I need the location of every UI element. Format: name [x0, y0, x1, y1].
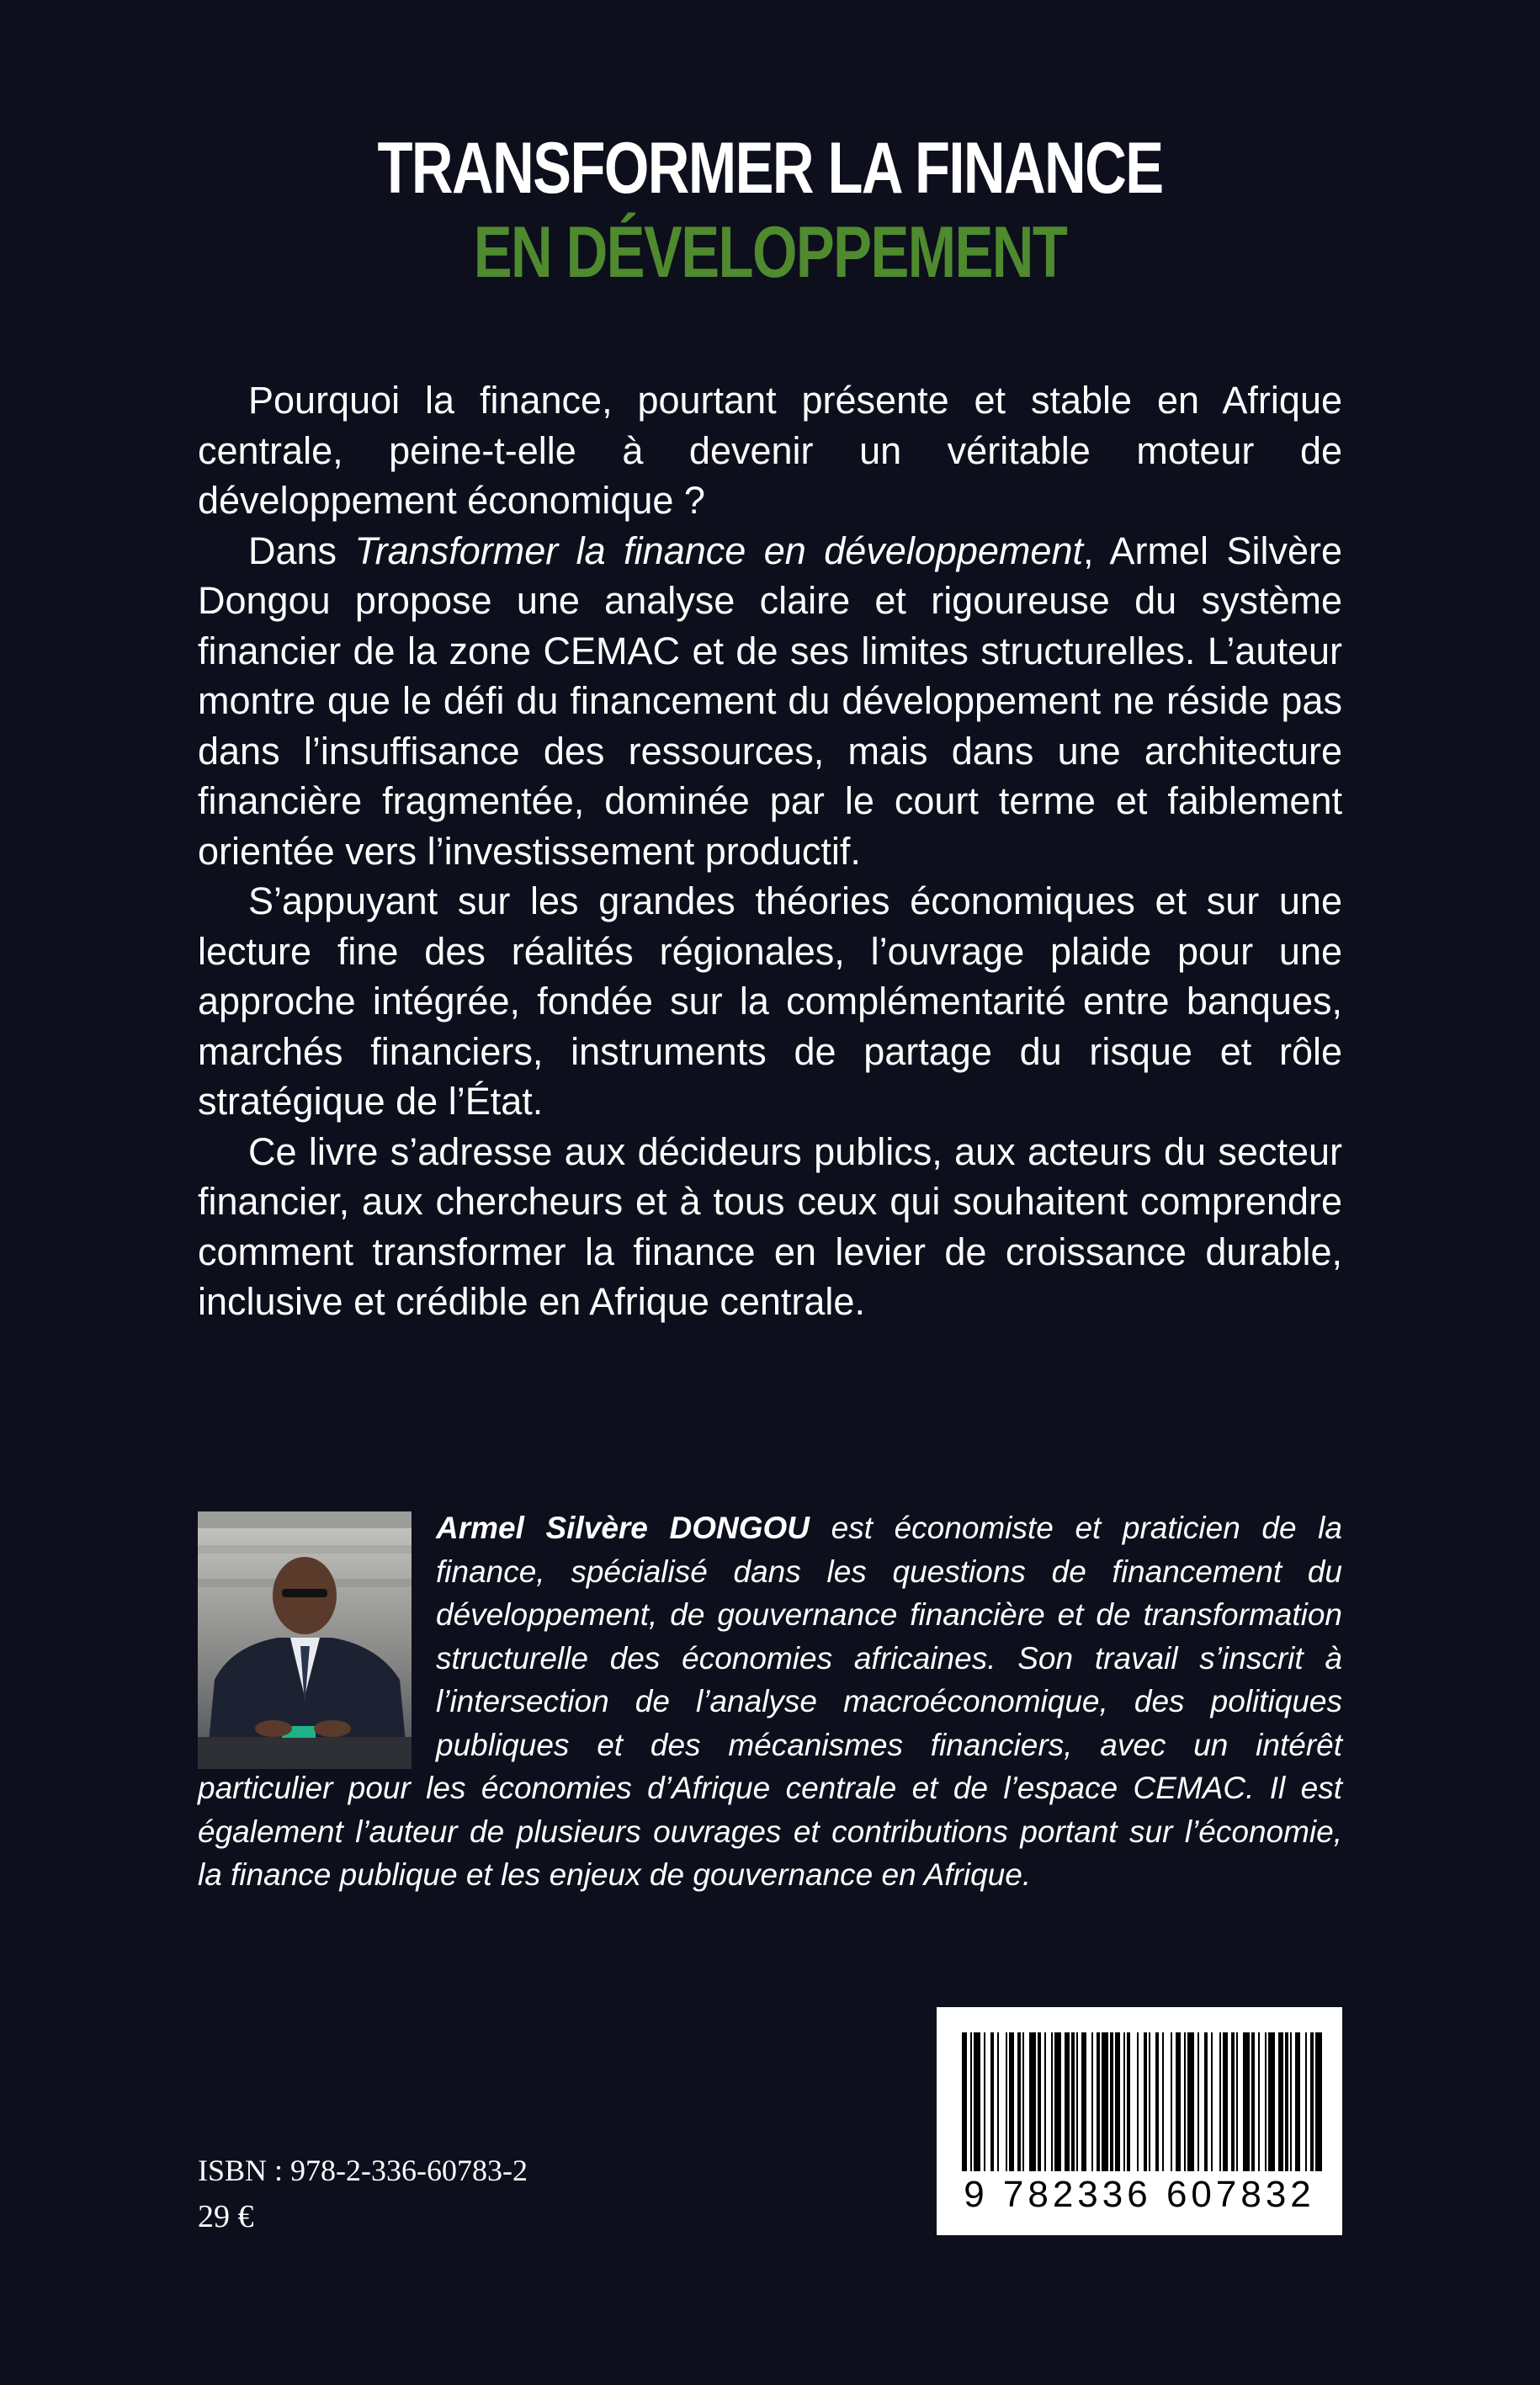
barcode-bar	[1268, 2032, 1275, 2171]
barcode-bar	[1295, 2032, 1300, 2171]
title-line-1: TRANSFORMER LA FINANCE	[377, 128, 1163, 209]
barcode-bar	[1065, 2032, 1070, 2171]
barcode-bar	[1265, 2032, 1267, 2171]
blurb-paragraph-2	[198, 526, 1342, 877]
barcode-bar	[1038, 2032, 1041, 2171]
barcode-bar	[962, 2032, 967, 2171]
barcode-bar	[1017, 2032, 1021, 2171]
title-line-2: EN DÉVELOPPEMENT	[473, 212, 1067, 293]
barcode-bar	[1176, 2032, 1181, 2171]
barcode-bar	[1278, 2032, 1283, 2171]
barcode	[937, 2007, 1342, 2235]
author-bio	[198, 1506, 1342, 1897]
blurb-paragraph-3: S’appuyant sur les grandes théories économiques et sur une lecture fine des réalités régionales, l’ouvrage plaide pour une approche intégrée, fondée sur la complémentarité entre banques, marchés financiers, instruments de partage du risque et rôle stratégique de l’État.	[198, 879, 1342, 1123]
barcode-bar	[1219, 2032, 1221, 2171]
barcode-bar	[1081, 2032, 1086, 2171]
barcode-bar	[974, 2032, 980, 2171]
barcode-bar	[1285, 2032, 1288, 2171]
barcode-bar	[1097, 2032, 1100, 2171]
barcode-bar	[1290, 2032, 1292, 2171]
photo-spacer	[198, 1506, 436, 1759]
barcode-bar	[1123, 2032, 1125, 2171]
barcode-bar	[1029, 2032, 1036, 2171]
isbn: ISBN : 978-2-336-60783-2	[198, 2154, 528, 2187]
barcode-bars	[937, 2007, 1342, 2175]
barcode-bar	[1076, 2032, 1078, 2171]
barcode-bar	[1127, 2032, 1130, 2171]
barcode-bar	[1115, 2032, 1120, 2171]
barcode-bar	[1110, 2032, 1113, 2171]
barcode-bar	[1137, 2032, 1139, 2171]
author-name: Armel Silvère DONGOU	[436, 1511, 810, 1545]
barcode-digits: 9 782336 607832	[964, 2174, 1315, 2215]
barcode-bar	[1187, 2032, 1194, 2171]
barcode-bar	[1231, 2032, 1235, 2171]
barcode-bar	[1162, 2032, 1164, 2171]
blurb-p2-rest: , Armel Silvère Dongou propose une analyse claire et rigoureuse du système financier de la zone CEMAC et de ses limites structurelles. L’auteur montre que le défi du financement du développement ne réside pas dans l’insuffisance des ressources, mais dans une architecture financière fragmentée, dominée par le court terme et faiblement orientée vers l’investissement productif.	[198, 529, 1342, 873]
blurb-paragraph-1: Pourquoi la finance, pourtant présente et stable en Afrique centrale, peine-t-elle à devenir un véritable moteur de développement économique ?	[198, 379, 1342, 522]
barcode-bar	[1054, 2032, 1061, 2171]
blurb	[198, 375, 1342, 1327]
barcode-bar	[1171, 2032, 1172, 2171]
barcode-bar	[1149, 2032, 1150, 2171]
barcode-bar	[1315, 2032, 1322, 2171]
barcode-bar	[1006, 2032, 1007, 2171]
barcode-bar	[1236, 2032, 1238, 2171]
barcode-bar	[1091, 2032, 1093, 2171]
price: 29 €	[198, 2199, 254, 2234]
blurb-paragraph-4: Ce livre s’adresse aux décideurs publics, aux acteurs du secteur financier, aux chercheurs et à tous ceux qui souhaitent comprendre comment transformer la finance en levier de croissance durable, inclusive et crédible en Afrique centrale.	[198, 1129, 1342, 1323]
barcode-bar	[1009, 2032, 1014, 2171]
barcode-bar	[1184, 2032, 1186, 2171]
barcode-bar	[1251, 2032, 1255, 2171]
barcode-bar	[1071, 2032, 1075, 2171]
barcode-bar	[1197, 2032, 1199, 2171]
blurb-p2-prefix: Dans	[248, 529, 355, 572]
barcode-bar	[984, 2032, 985, 2171]
barcode-bar	[1204, 2032, 1208, 2171]
barcode-bar	[1102, 2032, 1108, 2171]
barcode-bar	[1022, 2032, 1024, 2171]
barcode-bar	[1044, 2032, 1046, 2171]
barcode-bar	[1310, 2032, 1314, 2171]
barcode-bar	[1243, 2032, 1250, 2171]
barcode-bar	[990, 2032, 994, 2171]
barcode-bar	[1305, 2032, 1307, 2171]
author-bio-text: est économiste et praticien de la finance, spécialisé dans les questions de financement du développement, de gouvernance financière et de transformation structurelle des économies africaines. Son travail s’inscrit à l’intersection de l’analyse macroéconomique, des politiques publiques et des mécanismes financiers, avec un intérêt particulier pour les économies d’Afrique centrale et de l’espace CEMAC. Il est également l’auteur de plusieurs ouvrages et contributions portant sur l’économie, la finance publique et les enjeux de gouvernance en Afrique.	[198, 1511, 1342, 1892]
barcode-bar	[997, 2032, 999, 2171]
cover-title	[0, 126, 1540, 295]
barcode-bar	[1144, 2032, 1147, 2171]
barcode-bar	[1258, 2032, 1260, 2171]
barcode-bar	[1155, 2032, 1159, 2171]
book-title-italic: Transformer la finance en développement	[354, 529, 1083, 572]
barcode-bar	[1223, 2032, 1228, 2171]
barcode-bar	[1211, 2032, 1213, 2171]
barcode-bar	[1051, 2032, 1053, 2171]
barcode-bar	[970, 2032, 972, 2171]
